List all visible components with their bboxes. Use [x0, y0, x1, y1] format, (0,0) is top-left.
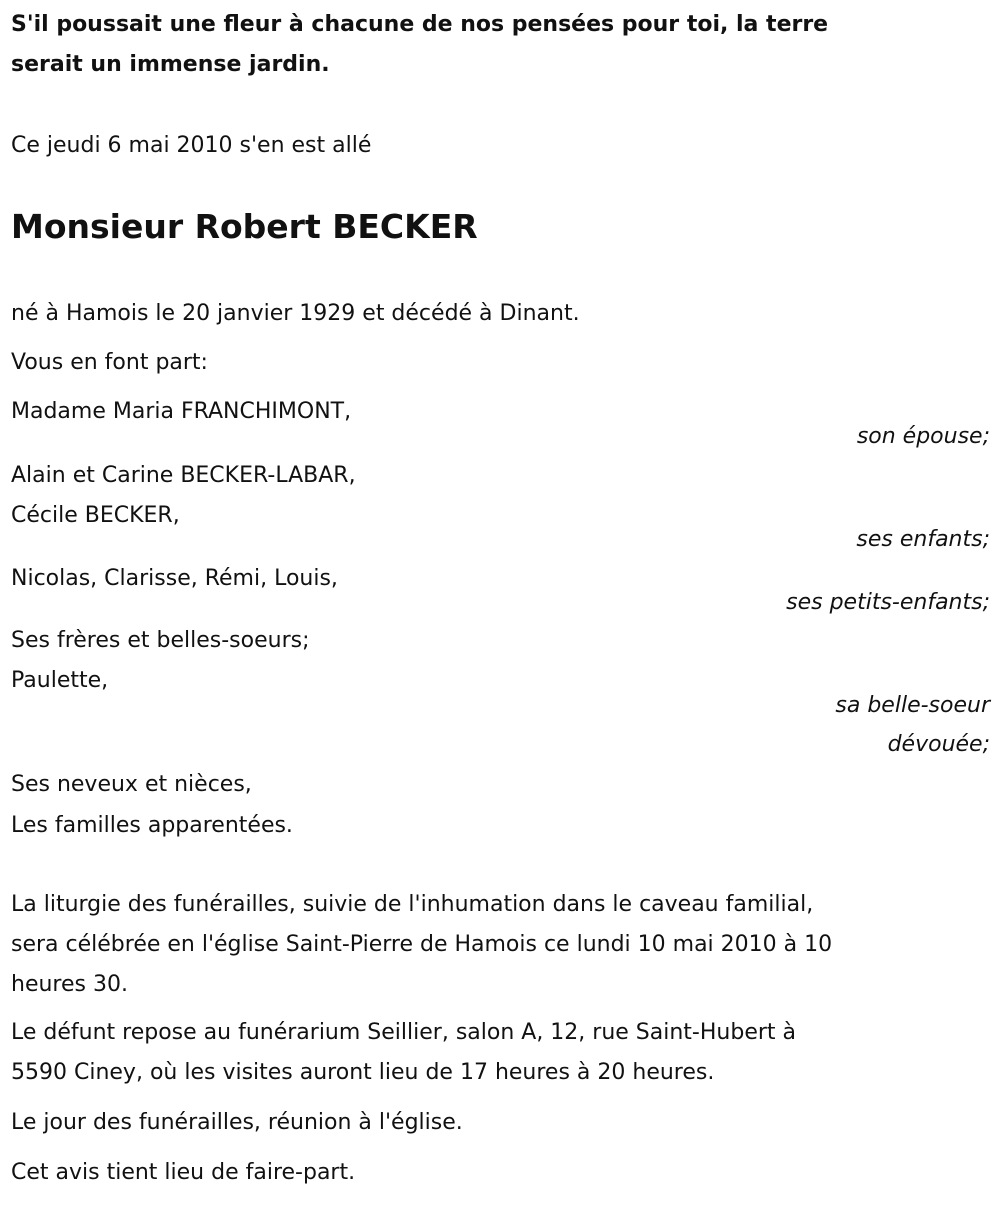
closing-text: Cet avis tient lieu de faire-part.: [11, 1160, 356, 1185]
sister-in-law-name: Paulette,: [11, 668, 109, 693]
funeral-line-2: sera célébrée en l'église Saint-Pierre de Hamois ce lundi 10 mai 2010 à 10: [11, 932, 833, 957]
rest-line-2: 5590 Ciney, où les visites auront lieu de 17 heures à 20 heures.: [11, 1060, 715, 1085]
grandchildren-role: ses petits-enfants;: [786, 590, 990, 615]
child-2: Cécile BECKER,: [11, 503, 180, 528]
others-line-1: Ses neveux et nièces,: [11, 772, 252, 797]
announce-text: Vous en font part:: [11, 350, 208, 375]
funeral-line-3: heures 30.: [11, 972, 128, 997]
intro-text: Ce jeudi 6 mai 2010 s'en est allé: [11, 133, 372, 158]
siblings-text: Ses frères et belles-soeurs;: [11, 628, 310, 653]
rest-line-1: Le défunt repose au funérarium Seillier, salon A, 12, rue Saint-Hubert à: [11, 1020, 796, 1045]
sister-in-law-role-1: sa belle-soeur: [835, 693, 990, 718]
spouse-role: son épouse;: [856, 424, 990, 449]
others-line-2: Les familles apparentées.: [11, 813, 293, 838]
quote-line-1: S'il poussait une fleur à chacune de nos pensées pour toi, la terre: [11, 12, 829, 37]
sister-in-law-role-2: dévouée;: [887, 732, 990, 757]
meeting-text: Le jour des funérailles, réunion à l'église.: [11, 1110, 463, 1135]
spouse-name: Madame Maria FRANCHIMONT,: [11, 399, 352, 424]
grandchildren-names: Nicolas, Clarisse, Rémi, Louis,: [11, 566, 338, 591]
children-role: ses enfants;: [856, 527, 990, 552]
quote-line-2: serait un immense jardin.: [11, 52, 330, 77]
child-1: Alain et Carine BECKER-LABAR,: [11, 463, 356, 488]
funeral-line-1: La liturgie des funérailles, suivie de l'inhumation dans le caveau familial,: [11, 892, 814, 917]
deceased-name: Monsieur Robert BECKER: [11, 207, 478, 246]
birth-text: né à Hamois le 20 janvier 1929 et décédé à Dinant.: [11, 301, 580, 326]
